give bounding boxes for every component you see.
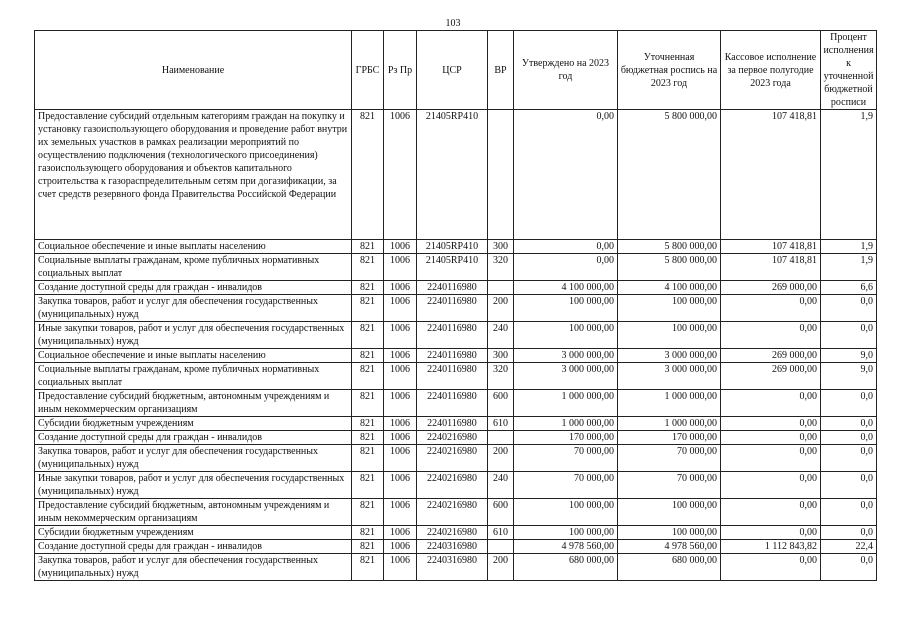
cell-csr: 2240116980 (417, 322, 488, 349)
cell-percent: 0,0 (821, 295, 877, 322)
cell-vr: 240 (488, 322, 514, 349)
cell-cash: 0,00 (721, 322, 821, 349)
cell-grbs: 821 (352, 472, 384, 499)
cell-vr (488, 281, 514, 295)
cell-grbs: 821 (352, 526, 384, 540)
table-row (35, 526, 877, 540)
cell-csr: 2240116980 (417, 390, 488, 417)
cell-csr: 2240216980 (417, 526, 488, 540)
header-vr: ВР (488, 31, 514, 110)
table-row (35, 349, 877, 363)
cell-refined: 3 000 000,00 (618, 363, 721, 390)
cell-percent: 22,4 (821, 540, 877, 554)
cell-name: Социальное обеспечение и иные выплаты населению (35, 349, 352, 363)
cell-approved: 70 000,00 (514, 445, 618, 472)
cell-rzpr: 1006 (384, 445, 417, 472)
cell-percent: 0,0 (821, 472, 877, 499)
cell-rzpr: 1006 (384, 281, 417, 295)
cell-refined: 100 000,00 (618, 295, 721, 322)
cell-cash: 1 112 843,82 (721, 540, 821, 554)
cell-vr: 600 (488, 499, 514, 526)
cell-percent: 0,0 (821, 499, 877, 526)
header-grbs: ГРБС (352, 31, 384, 110)
cell-rzpr: 1006 (384, 390, 417, 417)
cell-refined: 100 000,00 (618, 526, 721, 540)
cell-percent: 1,9 (821, 254, 877, 281)
cell-refined: 100 000,00 (618, 499, 721, 526)
cell-rzpr: 1006 (384, 417, 417, 431)
cell-name: Субсидии бюджетным учреждениям (35, 526, 352, 540)
cell-vr: 200 (488, 554, 514, 581)
table-row (35, 472, 877, 499)
cell-cash: 0,00 (721, 431, 821, 445)
cell-grbs: 821 (352, 322, 384, 349)
cell-cash: 0,00 (721, 472, 821, 499)
table-header-row (35, 31, 877, 110)
cell-name: Создание доступной среды для граждан - инвалидов (35, 431, 352, 445)
cell-csr: 2240216980 (417, 431, 488, 445)
cell-approved: 1 000 000,00 (514, 417, 618, 431)
cell-approved: 4 978 560,00 (514, 540, 618, 554)
cell-approved: 70 000,00 (514, 472, 618, 499)
cell-percent: 1,9 (821, 110, 877, 240)
cell-vr: 320 (488, 363, 514, 390)
cell-csr: 2240116980 (417, 349, 488, 363)
header-rzpr: Рз Пр (384, 31, 417, 110)
cell-approved: 100 000,00 (514, 526, 618, 540)
cell-name: Предоставление субсидий отдельным категориям граждан на покупку и установку газоиспользующего оборудования и проведение работ внутри их земельных участков в рамках реализации мероприятий по осуществлению подключения (технологического присоединения) газоиспользующего оборудования и объектов капитального строительства к газораспределительным сетям при догазификации, за счет средств резервного фонда Правительства Российской Федерации (35, 110, 352, 240)
table-row (35, 554, 877, 581)
cell-cash: 107 418,81 (721, 254, 821, 281)
cell-grbs: 821 (352, 499, 384, 526)
cell-vr: 300 (488, 240, 514, 254)
table-body (35, 110, 877, 581)
cell-cash: 107 418,81 (721, 240, 821, 254)
cell-rzpr: 1006 (384, 499, 417, 526)
cell-cash: 107 418,81 (721, 110, 821, 240)
cell-grbs: 821 (352, 554, 384, 581)
cell-name: Закупка товаров, работ и услуг для обеспечения государственных (муниципальных) нужд (35, 295, 352, 322)
cell-vr: 610 (488, 417, 514, 431)
table-row (35, 499, 877, 526)
cell-grbs: 821 (352, 431, 384, 445)
header-percent: Процент исполнения к уточненной бюджетной росписи (821, 31, 877, 110)
cell-grbs: 821 (352, 110, 384, 240)
cell-csr: 2240316980 (417, 540, 488, 554)
cell-rzpr: 1006 (384, 526, 417, 540)
cell-name: Иные закупки товаров, работ и услуг для обеспечения государственных (муниципальных) нужд (35, 322, 352, 349)
cell-refined: 4 100 000,00 (618, 281, 721, 295)
cell-name: Субсидии бюджетным учреждениям (35, 417, 352, 431)
cell-percent: 1,9 (821, 240, 877, 254)
table-row (35, 240, 877, 254)
cell-csr: 21405RP410 (417, 110, 488, 240)
cell-rzpr: 1006 (384, 254, 417, 281)
cell-approved: 680 000,00 (514, 554, 618, 581)
cell-refined: 4 978 560,00 (618, 540, 721, 554)
cell-approved: 3 000 000,00 (514, 349, 618, 363)
cell-rzpr: 1006 (384, 240, 417, 254)
cell-rzpr: 1006 (384, 295, 417, 322)
cell-vr (488, 540, 514, 554)
table-row (35, 295, 877, 322)
cell-name: Социальные выплаты гражданам, кроме публичных нормативных социальных выплат (35, 363, 352, 390)
cell-csr: 2240216980 (417, 445, 488, 472)
cell-vr: 320 (488, 254, 514, 281)
cell-csr: 2240216980 (417, 499, 488, 526)
cell-cash: 0,00 (721, 499, 821, 526)
header-name: Наименование (35, 31, 352, 110)
cell-name: Создание доступной среды для граждан - инвалидов (35, 540, 352, 554)
cell-vr: 200 (488, 445, 514, 472)
cell-approved: 3 000 000,00 (514, 363, 618, 390)
cell-csr: 2240116980 (417, 417, 488, 431)
cell-rzpr: 1006 (384, 472, 417, 499)
cell-grbs: 821 (352, 349, 384, 363)
header-approved: Утверждено на 2023 год (514, 31, 618, 110)
cell-approved: 100 000,00 (514, 322, 618, 349)
cell-rzpr: 1006 (384, 540, 417, 554)
cell-csr: 21405RP410 (417, 254, 488, 281)
cell-refined: 680 000,00 (618, 554, 721, 581)
table-row (35, 281, 877, 295)
cell-refined: 1 000 000,00 (618, 417, 721, 431)
cell-percent: 0,0 (821, 390, 877, 417)
cell-rzpr: 1006 (384, 363, 417, 390)
cell-vr (488, 431, 514, 445)
cell-approved: 100 000,00 (514, 295, 618, 322)
cell-approved: 100 000,00 (514, 499, 618, 526)
cell-refined: 5 800 000,00 (618, 254, 721, 281)
cell-refined: 70 000,00 (618, 445, 721, 472)
cell-percent: 0,0 (821, 322, 877, 349)
cell-cash: 0,00 (721, 390, 821, 417)
cell-vr: 200 (488, 295, 514, 322)
cell-csr: 2240116980 (417, 281, 488, 295)
table-row (35, 431, 877, 445)
cell-name: Предоставление субсидий бюджетным, автономным учреждениям и иным некоммерческим организациям (35, 499, 352, 526)
table-row (35, 254, 877, 281)
table-row (35, 322, 877, 349)
cell-csr: 2240116980 (417, 363, 488, 390)
table-row (35, 390, 877, 417)
cell-grbs: 821 (352, 540, 384, 554)
table-row (35, 110, 877, 240)
table-row (35, 540, 877, 554)
cell-csr: 2240216980 (417, 472, 488, 499)
cell-percent: 0,0 (821, 417, 877, 431)
cell-grbs: 821 (352, 254, 384, 281)
header-refined: Уточненная бюджетная роспись на 2023 год (618, 31, 721, 110)
cell-percent: 0,0 (821, 554, 877, 581)
cell-approved: 4 100 000,00 (514, 281, 618, 295)
cell-rzpr: 1006 (384, 110, 417, 240)
cell-cash: 269 000,00 (721, 363, 821, 390)
cell-approved: 170 000,00 (514, 431, 618, 445)
cell-approved: 0,00 (514, 254, 618, 281)
cell-approved: 0,00 (514, 110, 618, 240)
header-csr: ЦСР (417, 31, 488, 110)
cell-refined: 5 800 000,00 (618, 240, 721, 254)
cell-grbs: 821 (352, 390, 384, 417)
cell-grbs: 821 (352, 281, 384, 295)
header-cash: Кассовое исполнение за первое полугодие 2023 года (721, 31, 821, 110)
cell-name: Создание доступной среды для граждан - инвалидов (35, 281, 352, 295)
table-row (35, 417, 877, 431)
cell-grbs: 821 (352, 240, 384, 254)
cell-percent: 6,6 (821, 281, 877, 295)
cell-rzpr: 1006 (384, 431, 417, 445)
page-number: 103 (445, 18, 461, 29)
cell-vr: 610 (488, 526, 514, 540)
cell-percent: 9,0 (821, 349, 877, 363)
cell-name: Предоставление субсидий бюджетным, автономным учреждениям и иным некоммерческим организациям (35, 390, 352, 417)
cell-csr: 21405RP410 (417, 240, 488, 254)
cell-vr (488, 110, 514, 240)
cell-refined: 170 000,00 (618, 431, 721, 445)
cell-rzpr: 1006 (384, 349, 417, 363)
cell-approved: 1 000 000,00 (514, 390, 618, 417)
cell-csr: 2240116980 (417, 295, 488, 322)
cell-refined: 5 800 000,00 (618, 110, 721, 240)
cell-cash: 0,00 (721, 554, 821, 581)
cell-vr: 600 (488, 390, 514, 417)
cell-name: Иные закупки товаров, работ и услуг для обеспечения государственных (муниципальных) нужд (35, 472, 352, 499)
cell-cash: 0,00 (721, 445, 821, 472)
cell-cash: 0,00 (721, 417, 821, 431)
cell-vr: 300 (488, 349, 514, 363)
cell-grbs: 821 (352, 295, 384, 322)
cell-refined: 70 000,00 (618, 472, 721, 499)
table-row (35, 445, 877, 472)
cell-cash: 269 000,00 (721, 281, 821, 295)
cell-percent: 0,0 (821, 526, 877, 540)
cell-rzpr: 1006 (384, 554, 417, 581)
cell-percent: 0,0 (821, 445, 877, 472)
cell-percent: 0,0 (821, 431, 877, 445)
cell-cash: 0,00 (721, 526, 821, 540)
cell-name: Социальное обеспечение и иные выплаты населению (35, 240, 352, 254)
cell-csr: 2240316980 (417, 554, 488, 581)
cell-cash: 0,00 (721, 295, 821, 322)
table-row (35, 363, 877, 390)
cell-grbs: 821 (352, 363, 384, 390)
cell-grbs: 821 (352, 417, 384, 431)
budget-execution-table (34, 30, 877, 581)
cell-refined: 3 000 000,00 (618, 349, 721, 363)
cell-refined: 1 000 000,00 (618, 390, 721, 417)
cell-vr: 240 (488, 472, 514, 499)
cell-refined: 100 000,00 (618, 322, 721, 349)
cell-cash: 269 000,00 (721, 349, 821, 363)
cell-name: Закупка товаров, работ и услуг для обеспечения государственных (муниципальных) нужд (35, 445, 352, 472)
cell-grbs: 821 (352, 445, 384, 472)
cell-approved: 0,00 (514, 240, 618, 254)
cell-name: Закупка товаров, работ и услуг для обеспечения государственных (муниципальных) нужд (35, 554, 352, 581)
cell-rzpr: 1006 (384, 322, 417, 349)
cell-percent: 9,0 (821, 363, 877, 390)
cell-name: Социальные выплаты гражданам, кроме публичных нормативных социальных выплат (35, 254, 352, 281)
